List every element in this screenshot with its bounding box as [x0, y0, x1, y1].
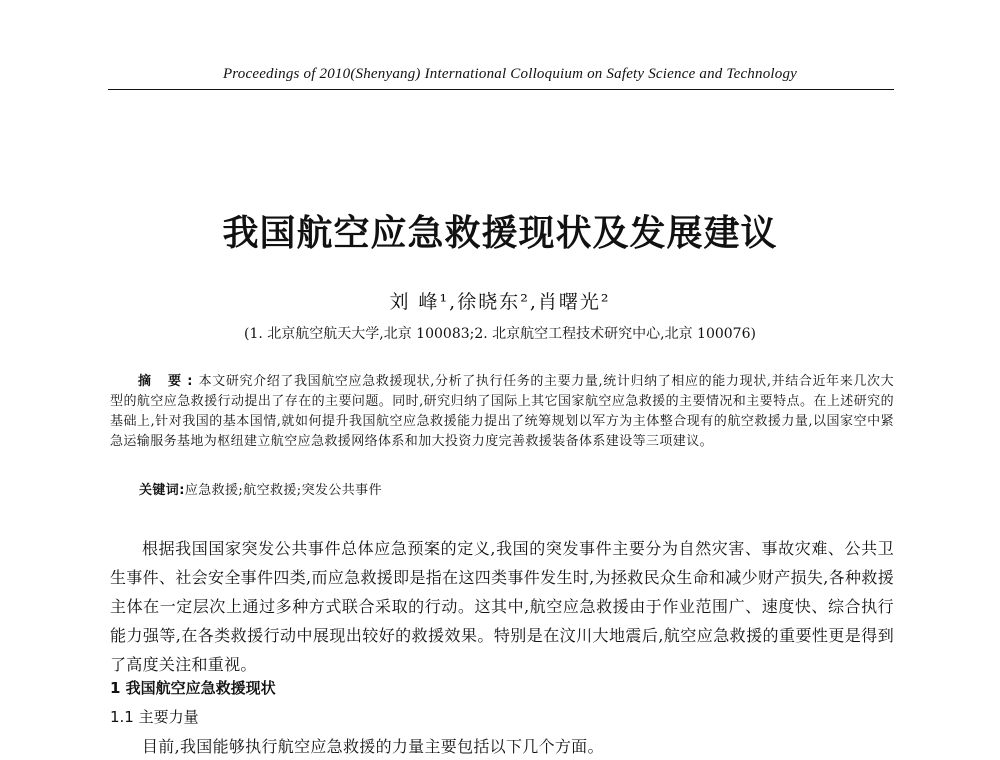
subsection-heading-1-1: 1.1 主要力量	[110, 708, 199, 726]
keywords	[139, 479, 894, 498]
body-paragraph-2: 目前,我国能够执行航空应急救援的力量主要包括以下几个方面。	[142, 737, 604, 756]
abstract	[110, 372, 894, 452]
body-paragraph-1: 根据我国国家突发公共事件总体应急预案的定义,我国的突发事件主要分为自然灾害、事故灾难、公共卫生事件、社会安全事件四类,而应急救援即是指在这四类事件发生时,为拯救民众生命和减少财产损失,各种救援主体在一定层次上通过多种方式联合采取的行动。这其中,航空应急救援由于作业范围广、速度快、综合执行能力强等,在各类救援行动中展现出较好的救援效果。特别是在汶川大地震后,航空应急救援的重要性更是得到了高度关注和重视。	[110, 539, 894, 674]
abstract-label: 摘 要:	[138, 374, 199, 389]
header-rule	[108, 89, 894, 90]
keywords-label: 关键词:	[139, 483, 185, 498]
keywords-text: 应急救援;航空救援;突发公共事件	[184, 483, 382, 498]
section-heading-1: 1 我国航空应急救援现状	[110, 679, 276, 697]
paper-title: 我国航空应急救援现状及发展建议	[222, 212, 778, 254]
affiliation: (1. 北京航空航天大学,北京 100083;2. 北京航空工程技术研究中心,北京 100076)	[244, 326, 756, 342]
running-header: Proceedings of 2010(Shenyang) International Colloquium on Safety Science and Technology	[222, 66, 798, 82]
author-list: 刘 峰¹,徐晓东²,肖曙光²	[389, 291, 611, 313]
abstract-text: 本文研究介绍了我国航空应急救援现状,分析了执行任务的主要力量,统计归纳了相应的能力现状,并结合近年来几次大型的航空应急救援行动提出了存在的主要问题。同时,研究归纳了国际上其它国家航空应急救援的主要情况和主要特点。在上述研究的基础上,针对我国的基本国情,就如何提升我国航空应急救援能力提出了统筹规划以军方为主体整合现有的航空救援力量,以国家空中紧急运输服务基地为枢纽建立航空应急救援网络体系和加大投资力度完善救援装备体系建设等三项建议。	[110, 374, 894, 449]
